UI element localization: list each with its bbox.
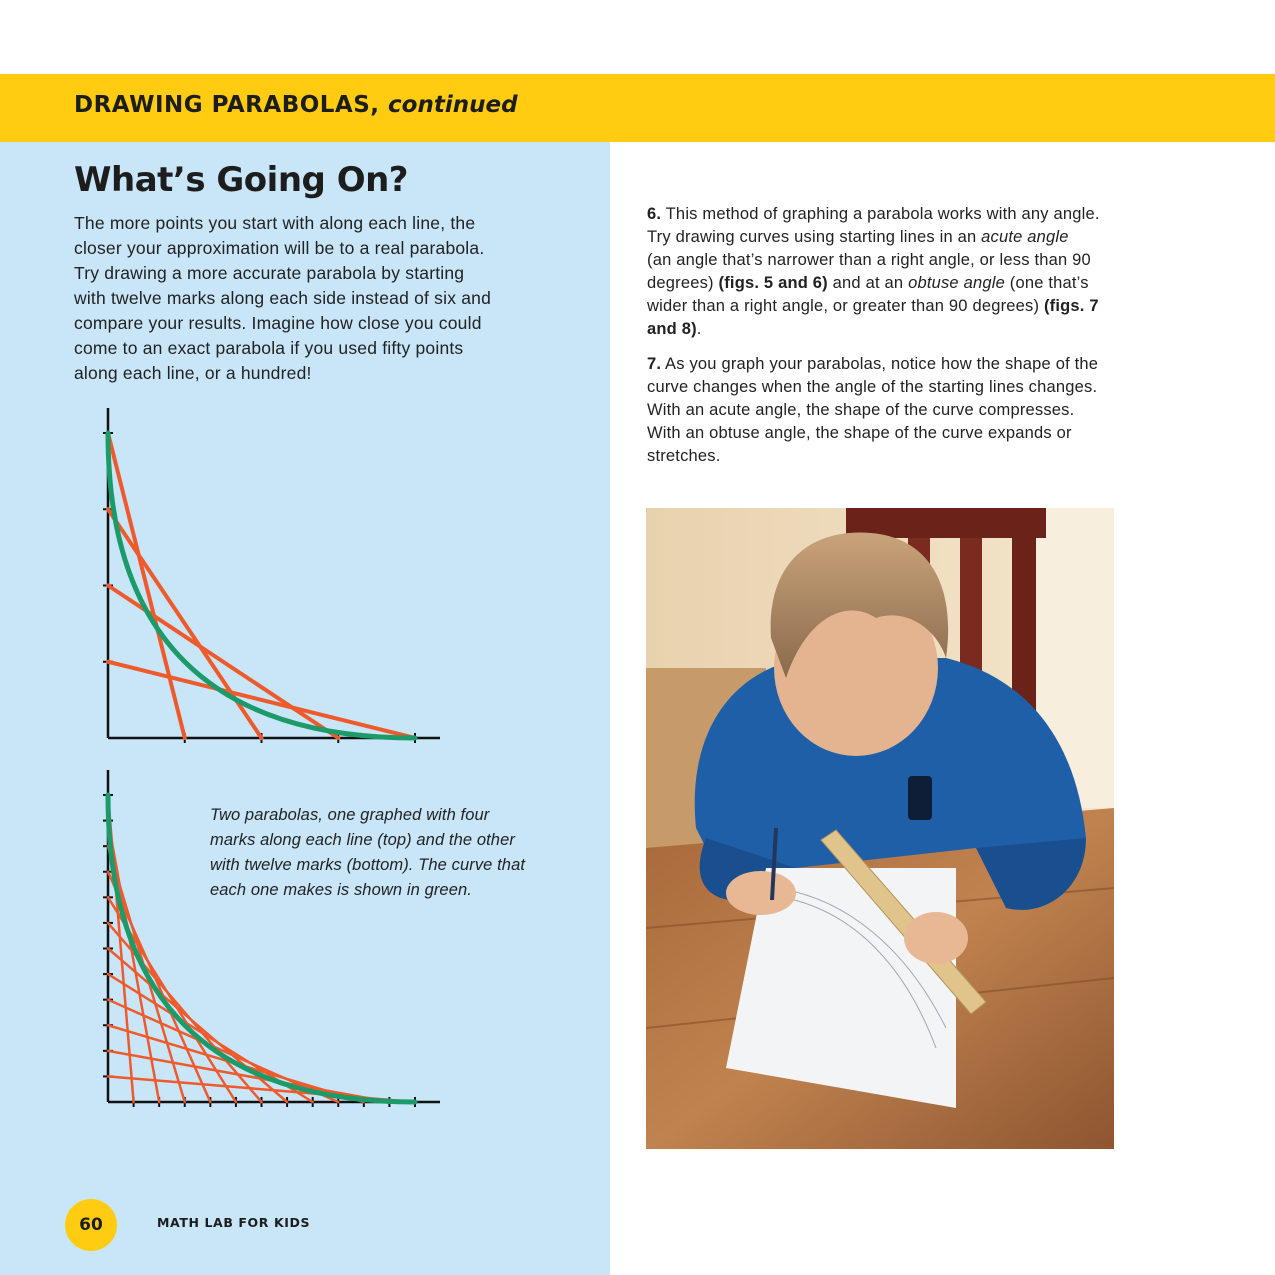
- figure-caption: [210, 803, 590, 903]
- step-line: [647, 318, 1207, 341]
- section-title-continued: continued: [388, 92, 518, 118]
- envelope-line: [108, 433, 185, 738]
- panel-heading: What’s Going On?: [74, 160, 409, 200]
- caption-line: Two parabolas, one graphed with four: [210, 806, 490, 824]
- step-line: [647, 203, 1207, 226]
- intro-paragraph: [74, 211, 574, 386]
- left-hand: [726, 871, 796, 915]
- caption-line: with twelve marks (bottom). The curve that: [210, 856, 526, 874]
- section-title-main: DRAWING PARABOLAS,: [74, 92, 380, 118]
- caption-line: marks along each line (top) and the other: [210, 831, 515, 849]
- figure-reference: and 8): [647, 320, 697, 338]
- figure-reference: (figs. 5 and 6): [718, 274, 828, 292]
- figure-reference: (figs. 7: [1043, 297, 1099, 315]
- step-line: With an acute angle, the shape of the curve compresses.: [647, 401, 1075, 419]
- intro-line: compare your results. Imagine how close you could: [74, 313, 482, 333]
- intro-line: Try drawing a more accurate parabola by starting: [74, 263, 465, 283]
- step-text: degrees): [647, 274, 719, 292]
- term-acute-angle: acute angle: [981, 228, 1069, 246]
- chair-back-top: [846, 508, 1046, 538]
- step-line: With an obtuse angle, the shape of the curve expands or: [647, 424, 1072, 442]
- page-number-badge: 60: [65, 1199, 117, 1251]
- term-obtuse-angle: obtuse angle: [908, 274, 1005, 292]
- step-text: Try drawing curves using starting lines in an: [647, 228, 982, 246]
- step-7-paragraph: [647, 353, 1207, 468]
- step-line: curve changes when the angle of the starting lines changes.: [647, 378, 1098, 396]
- step-line: [647, 353, 1207, 376]
- step-6-paragraph: [647, 203, 1207, 341]
- step-text: .: [696, 320, 702, 338]
- step-text: (one that’s: [1004, 274, 1089, 292]
- step-text: As you graph your parabolas, notice how the shape of the: [661, 355, 1099, 373]
- step-number: 6.: [647, 205, 662, 223]
- caption-line: each one makes is shown in green.: [210, 881, 472, 899]
- step-line: [647, 272, 1207, 295]
- intro-line: closer your approximation will be to a real parabola.: [74, 238, 485, 258]
- sweater-logo: [908, 776, 932, 820]
- envelope-line: [108, 1051, 389, 1102]
- parabola-curve: [108, 433, 415, 738]
- step-line: [647, 226, 1207, 249]
- intro-line: come to an exact parabola if you used fifty points: [74, 338, 464, 358]
- envelope-line: [108, 662, 415, 738]
- right-hand: [904, 912, 968, 964]
- step-text: and at an: [827, 274, 909, 292]
- section-title: [74, 92, 518, 118]
- intro-line: with twelve marks along each side instead of six and: [74, 288, 492, 308]
- step-text: This method of graphing a parabola works with any angle.: [661, 205, 1100, 223]
- intro-line: The more points you start with along each line, the: [74, 213, 476, 233]
- child-drawing-photo: [646, 508, 1114, 1149]
- step-text: wider than a right angle, or greater than 90 degrees): [647, 297, 1044, 315]
- step-number: 7.: [647, 355, 662, 373]
- book-title: MATH LAB FOR KIDS: [157, 1215, 311, 1230]
- parabola-diagram-four-marks: [90, 400, 450, 760]
- step-line: [647, 295, 1207, 318]
- intro-line: along each line, or a hundred!: [74, 363, 312, 383]
- step-line: (an angle that’s narrower than a right angle, or less than 90: [647, 251, 1091, 269]
- step-line: stretches.: [647, 447, 721, 465]
